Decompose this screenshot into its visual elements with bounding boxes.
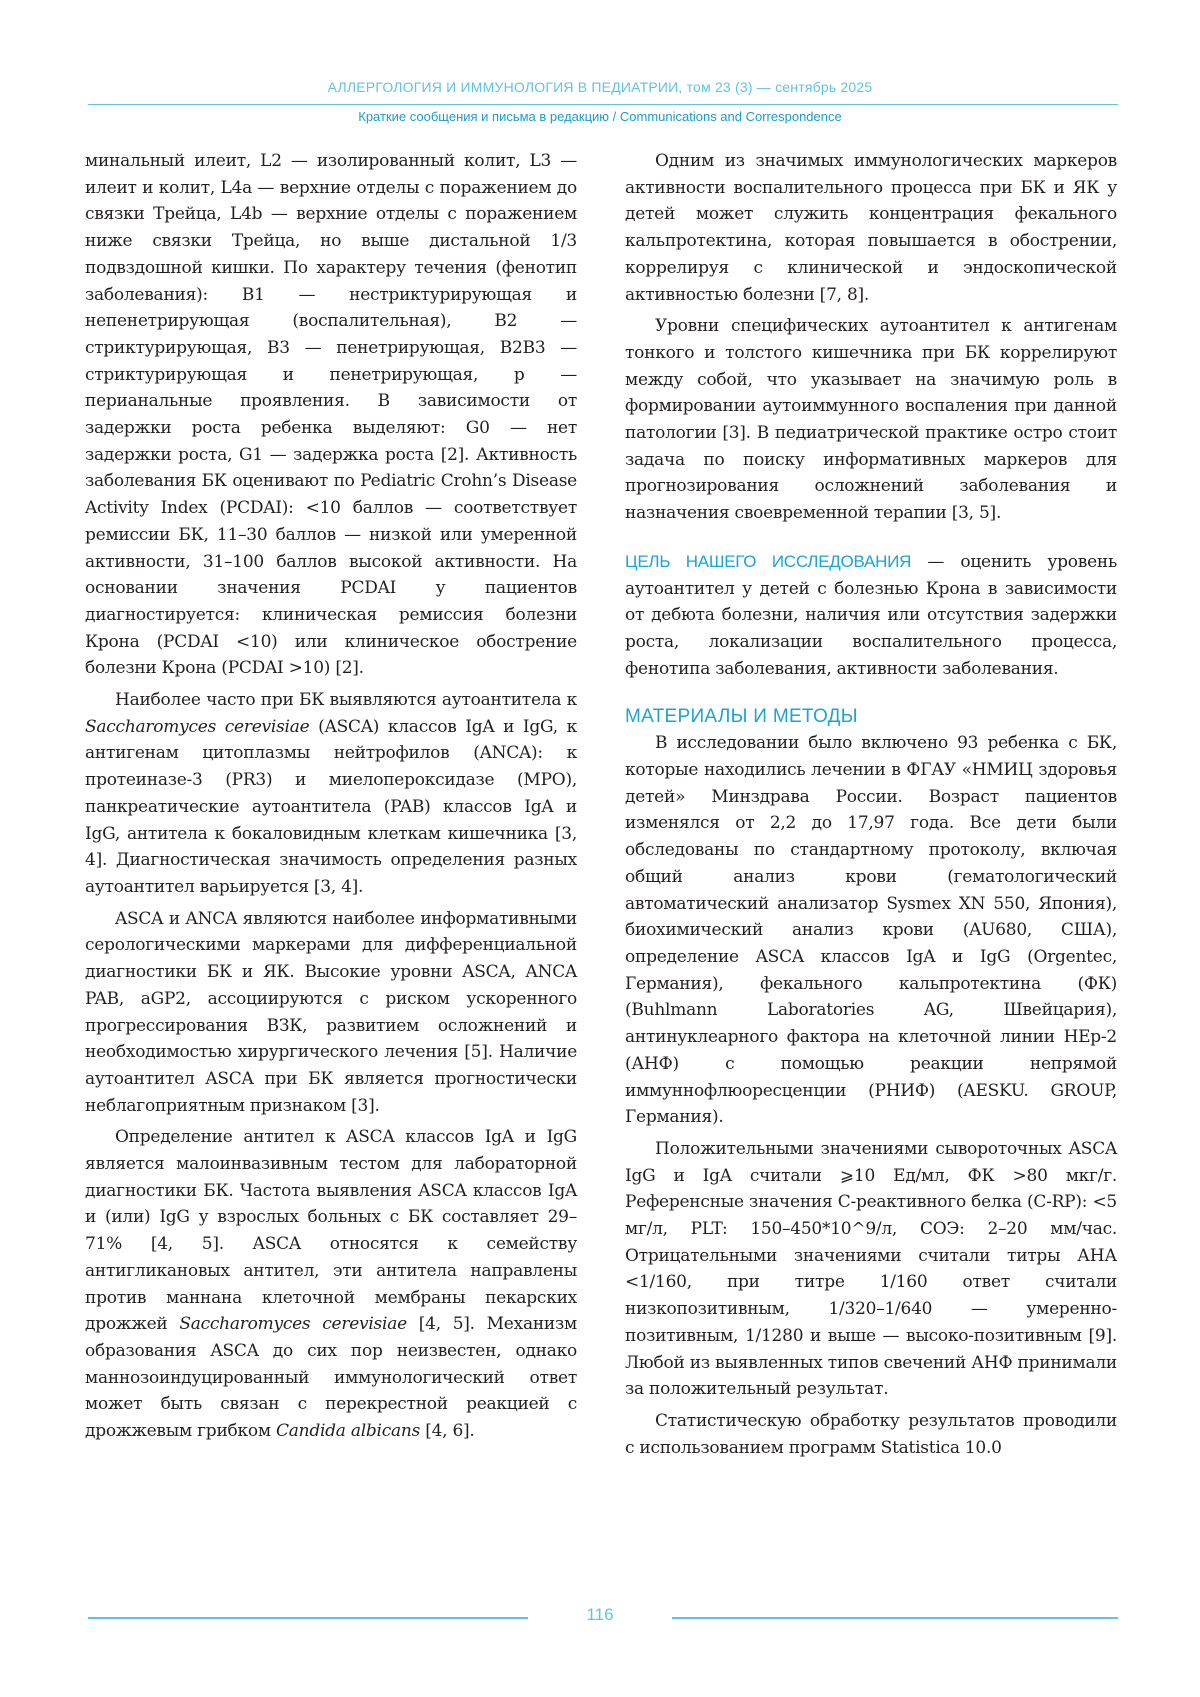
footer-rule-right: [672, 1617, 1118, 1619]
left-column: [85, 148, 577, 1445]
right-paragraph-5: Статистическую обработку результатов проводили с использованием программ Statistica 10.0: [625, 1410, 1117, 1458]
species-name: Candida albicans: [276, 1421, 421, 1442]
methods-heading: МАТЕРИАЛЫ И МЕТОДЫ: [625, 706, 858, 728]
goal-text: — оценить уровень аутоантител у детей с болезнью Крона в зависимости от дебюта болезни, наличия или отсутствия задержки роста, локализации воспалительного процесса, фенотипа заболевания, активности заболевания.: [625, 551, 1117, 679]
text-run: Наиболее часто при БК выявляются аутоантитела к: [115, 690, 577, 711]
text-run: Определение антител к ASCA классов IgA и IgG является малоинвазивным тестом для лабораторной диагностики БК. Частота выявления ASCA классов IgA и (или) IgG у взрослых больных с БК составляет 29–71% [4, 5]. ASCA относятся к семейству антигликановых антител, эти антитела направлены против маннана клеточной мембраны пекарских дрожжей: [85, 1127, 577, 1335]
left-paragraph-1: минальный илеит, L2 — изолированный колит, L3 — илеит и колит, L4a — верхние отделы с поражением до связки Трейца, L4b — верхние отделы с поражением ниже связки Трейца, но выше дистальной 1/3 подвздошной кишки. По характеру течения (фенотип заболевания): B1 — нестриктурирующая и непенетрирующая (воспалительная), B2 — стриктурирующая, B3 — пенетрирующая, B2B3 — стриктурирующая и пенетрирующая, p — перианальные проявления. В зависимости от задержки роста ребенка выделяют: G0 — нет задержки роста, G1 — задержка роста [2]. Активность заболевания БК оценивают по Pediatric Crohn’s Disease Activity Index (PCDAI): <10 баллов — соответствует ремиссии БК, 11–30 баллов — низкой или умеренной активности, 31–100 баллов высокой активности. На основании значения PCDAI у пациентов диагностируется: клиническая ремиссия болезни Крона (PCDAI <10) или клиническое обострение болезни Крона (PCDAI >10) [2].: [85, 151, 577, 679]
left-paragraph-2: [85, 687, 577, 901]
text-run: [4, 5]. Механизм образования ASCA до сих пор неизвестен, однако маннозоиндуцированный иммунологический ответ может быть связан с перекрестной реакцией с дрожжевым грибком: [85, 1314, 577, 1442]
right-paragraph-4: Положительными значениями сывороточных ASCA IgG и IgA считали ⩾10 Ед/мл, ФК >80 мкг/г. Референсные значения С-реактивного белка (С-RP): <5 мг/л, PLT: 150–450*10^9/л, СОЭ: 2–20 мм/час. Отрицательными значениями считали титры АНА <1/160, при титре 1/160 ответ считали низкопозитивным, 1/320–1/640 — умеренно-позитивным, 1/1280 и выше — высоко-позитивным [9]. Любой из выявленных типов свечений АНФ принимали за положительный результат.: [625, 1138, 1117, 1400]
text-run: (ASCA) классов IgA и IgG, к антигенам цитоплазмы нейтрофилов (ANCA): к протеиназе-3 (PR3) и миелопероксидазе (MPO), панкреатические аутоантитела (PAB) классов IgA и IgG, антитела к бокаловидным клеткам кишечника [3, 4]. Диагностическая значимость определения разных аутоантител варьируется [3, 4].: [85, 716, 578, 897]
left-paragraph-3: ASCA и ANCA являются наиболее информативными серологическими маркерами для дифференциальной диагностики БК и ЯК. Высокие уровни ASCA, ANCA PAB, aGP2, ассоциируются с риском ускоренного прогрессирования ВЗК, развитием осложнений и необходимостью хирургического лечения [5]. Наличие аутоантител ASCA при БК является прогностически неблагоприятным признаком [3].: [85, 908, 577, 1116]
page-number: 116: [586, 1605, 614, 1624]
goal-paragraph: [625, 549, 1117, 683]
species-name: Saccharomyces cerevisiae: [179, 1314, 407, 1335]
species-name: Saccharomyces cerevisiae: [85, 716, 310, 737]
text-run: [4, 6].: [420, 1421, 475, 1442]
right-paragraph-3: В исследовании было включено 93 ребенка с БК, которые находились лечении в ФГАУ «НМИЦ здоровья детей» Минздрава России. Возраст пациентов изменялся от 2,2 до 17,97 года. Все дети были обследованы по стандартному протоколу, включая общий анализ крови (гематологический автоматический анализатор Sysmex XN 550, Япония), биохимический анализ крови (AU680, США), определение ASCA классов IgA и IgG (Orgentec, Германия), фекального кальпротектина (ФК) (Buhlmann Laboratories AG, Швейцария), антинуклеарного фактора на клеточной линии HEp-2 (АНФ) с помощью реакции непрямой иммуннофлюоресценции (РНИФ) (AESKU. GROUP, Германия).: [625, 733, 1117, 1128]
right-column: [625, 148, 1117, 1461]
section-header: Краткие сообщения и письма в редакцию / Communications and Correspondence: [358, 109, 842, 124]
journal-header: АЛЛЕРГОЛОГИЯ И ИММУНОЛОГИЯ В ПЕДИАТРИИ, том 23 (3) — сентябрь 2025: [327, 79, 873, 95]
goal-heading: ЦЕЛЬ НАШЕГО ИССЛЕДОВАНИЯ: [625, 551, 912, 571]
left-paragraph-4: [85, 1124, 577, 1444]
right-paragraph-2: Уровни специфических аутоантител к антигенам тонкого и толстого кишечника при БК коррелируют между собой, что указывает на значимую роль в формировании аутоиммунного воспаления при данной патологии [3]. В педиатрической практике остро стоит задача по поиску информативных маркеров для прогнозирования осложнений заболевания и назначения своевременной терапии [3, 5].: [625, 316, 1117, 524]
header-divider: [88, 104, 1118, 105]
right-paragraph-1: Одним из значимых иммунологических маркеров активности воспалительного процесса при БК и ЯК у детей может служить концентрация фекального кальпротектина, которая повышается в обострении, коррелируя с клинической и эндоскопической активностью болезни [7, 8].: [625, 151, 1117, 305]
